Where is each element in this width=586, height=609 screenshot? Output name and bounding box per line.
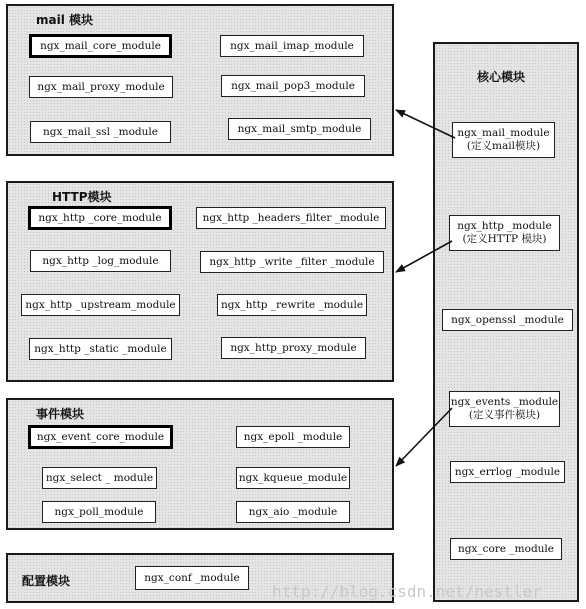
ngx-events-module-name: ngx_events _module bbox=[450, 396, 559, 408]
watermark-text: http://blog.csdn.net/nestler bbox=[272, 582, 542, 601]
ngx-http-module-name: ngx_http _module bbox=[457, 220, 552, 232]
ngx-mail-module-desc: (定义mail模块) bbox=[466, 140, 541, 152]
ngx-http-core-module-box: ngx_http _core_module bbox=[28, 206, 172, 230]
ngx-mail-core-module-box: ngx_mail_core_module bbox=[29, 34, 172, 58]
ngx-mail-pop3-module-box: ngx_mail_pop3_module bbox=[221, 75, 365, 97]
ngx-http-write-filter-module-box: ngx_http _write _filter _module bbox=[200, 251, 384, 273]
ngx-events-module-box bbox=[449, 391, 560, 427]
ngx-kqueue-module-box: ngx_kqueue_module bbox=[236, 467, 350, 489]
ngx-mail-proxy-module-box: ngx_mail_proxy_module bbox=[29, 76, 173, 98]
ngx-http-proxy-module-box: ngx_http_proxy_module bbox=[221, 337, 366, 359]
ngx-mail-module-name: ngx_mail_module bbox=[457, 127, 550, 139]
core-group-title: 核心模块 bbox=[477, 70, 526, 84]
ngx-http-module-box bbox=[449, 215, 560, 251]
ngx-conf-module-box: ngx_conf _module bbox=[135, 566, 249, 590]
ngx-events-module-desc: (定义事件模块) bbox=[468, 409, 541, 421]
ngx-mail-smtp-module-box: ngx_mail_smtp_module bbox=[228, 118, 371, 140]
ngx-select-module-box: ngx_select _ module bbox=[42, 467, 157, 489]
ngx-http-rewrite-module-box: ngx_http _rewrite _module bbox=[217, 294, 367, 316]
ngx-poll-module-box: ngx_poll_module bbox=[42, 501, 156, 523]
ngx-epoll-module-box: ngx_epoll _module bbox=[236, 426, 350, 448]
ngx-http-static-module-box: ngx_http _static _module bbox=[29, 338, 172, 360]
conf-group-title: 配置模块 bbox=[22, 574, 71, 588]
ngx-http-headers-filter-module-box: ngx_http _headers_filter _module bbox=[196, 207, 386, 229]
ngx-errlog-module-box: ngx_errlog _module bbox=[450, 461, 565, 483]
http-group-title: HTTP模块 bbox=[52, 190, 112, 204]
mail-group-title: mail 模块 bbox=[36, 13, 94, 27]
event-group-title: 事件模块 bbox=[36, 407, 85, 421]
ngx-event-core-module-box: ngx_event_core_module bbox=[28, 425, 173, 449]
ngx-mail-imap-module-box: ngx_mail_imap_module bbox=[220, 35, 364, 57]
ngx-http-log-module-box: ngx_http _log_module bbox=[30, 250, 171, 272]
ngx-core-module-box: ngx_core _module bbox=[450, 538, 562, 560]
ngx-mail-ssl-module-box: ngx_mail_ssl _module bbox=[30, 121, 171, 143]
ngx-http-upstream-module-box: ngx_http _upstream_module bbox=[21, 294, 180, 316]
ngx-openssl-module-box: ngx_openssl _module bbox=[442, 309, 573, 331]
ngx-http-module-desc: (定义HTTP 模块) bbox=[462, 233, 547, 245]
ngx-mail-module-box bbox=[452, 122, 555, 158]
ngx-aio-module-box: ngx_aio _module bbox=[236, 501, 350, 523]
